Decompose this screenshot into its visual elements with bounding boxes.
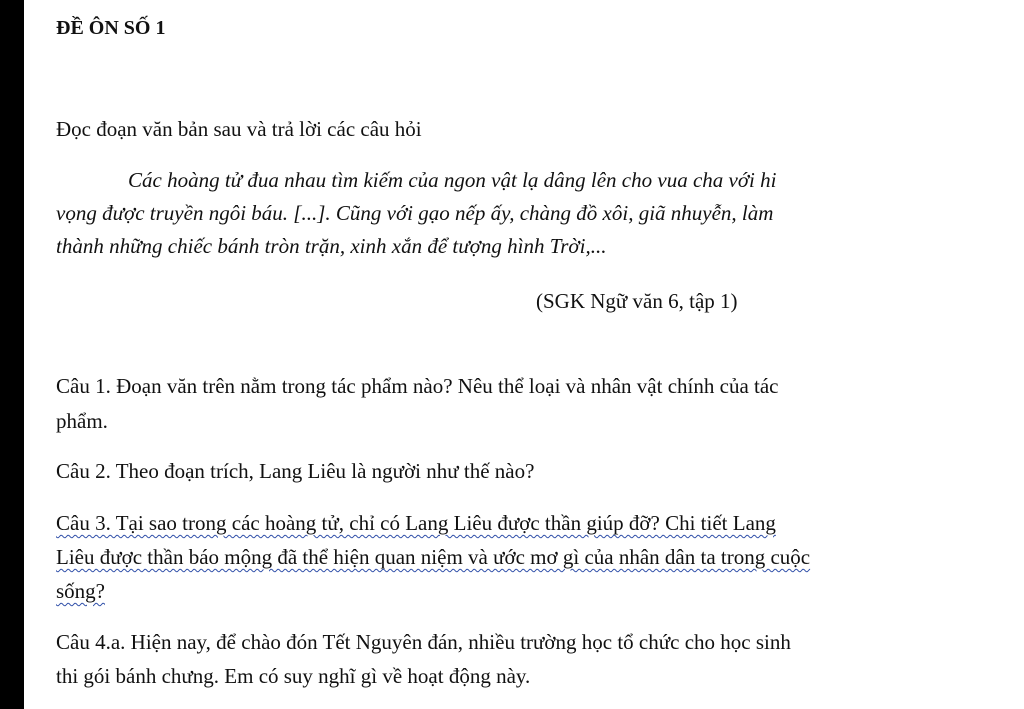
passage-line-1: Các hoàng tử đua nhau tìm kiếm của ngon vật lạ dâng lên cho vua cha với hi bbox=[128, 168, 777, 192]
document-page bbox=[24, 0, 1024, 709]
question-3-line-1: Câu 3. Tại sao trong các hoàng tử, chỉ có Lang Liêu được thần giúp đỡ? Chi tiết Lang bbox=[56, 511, 776, 535]
question-1-line-2: phẩm. bbox=[56, 409, 108, 433]
question-3-line-2: Liêu được thần báo mộng đã thể hiện quan niệm và ước mơ gì của nhân dân ta trong cuộc bbox=[56, 545, 811, 569]
passage-line-3: thành những chiếc bánh tròn trặn, xinh xắn để tượng hình Trời,... bbox=[56, 234, 607, 258]
left-edge-bar bbox=[0, 0, 24, 709]
question-4-line-2: thi gói bánh chưng. Em có suy nghĩ gì về hoạt động này. bbox=[56, 664, 531, 688]
passage-line-2: vọng được truyền ngôi báu. [...]. Cũng với gạo nếp ấy, chàng đồ xôi, giã nhuyễn, làm bbox=[56, 201, 774, 225]
question-2: Câu 2. Theo đoạn trích, Lang Liêu là người như thế nào? bbox=[56, 459, 535, 483]
question-1-line-1: Câu 1. Đoạn văn trên nằm trong tác phẩm nào? Nêu thể loại và nhân vật chính của tác bbox=[56, 374, 779, 398]
document-title: ĐỀ ÔN SỐ 1 bbox=[56, 17, 166, 39]
question-3-line-3: sống? bbox=[56, 579, 105, 603]
question-4-line-1: Câu 4.a. Hiện nay, để chào đón Tết Nguyên đán, nhiều trường học tổ chức cho học sinh bbox=[56, 630, 791, 654]
instruction-text: Đọc đoạn văn bản sau và trả lời các câu hỏi bbox=[56, 117, 422, 141]
passage-source: (SGK Ngữ văn 6, tập 1) bbox=[536, 289, 738, 313]
